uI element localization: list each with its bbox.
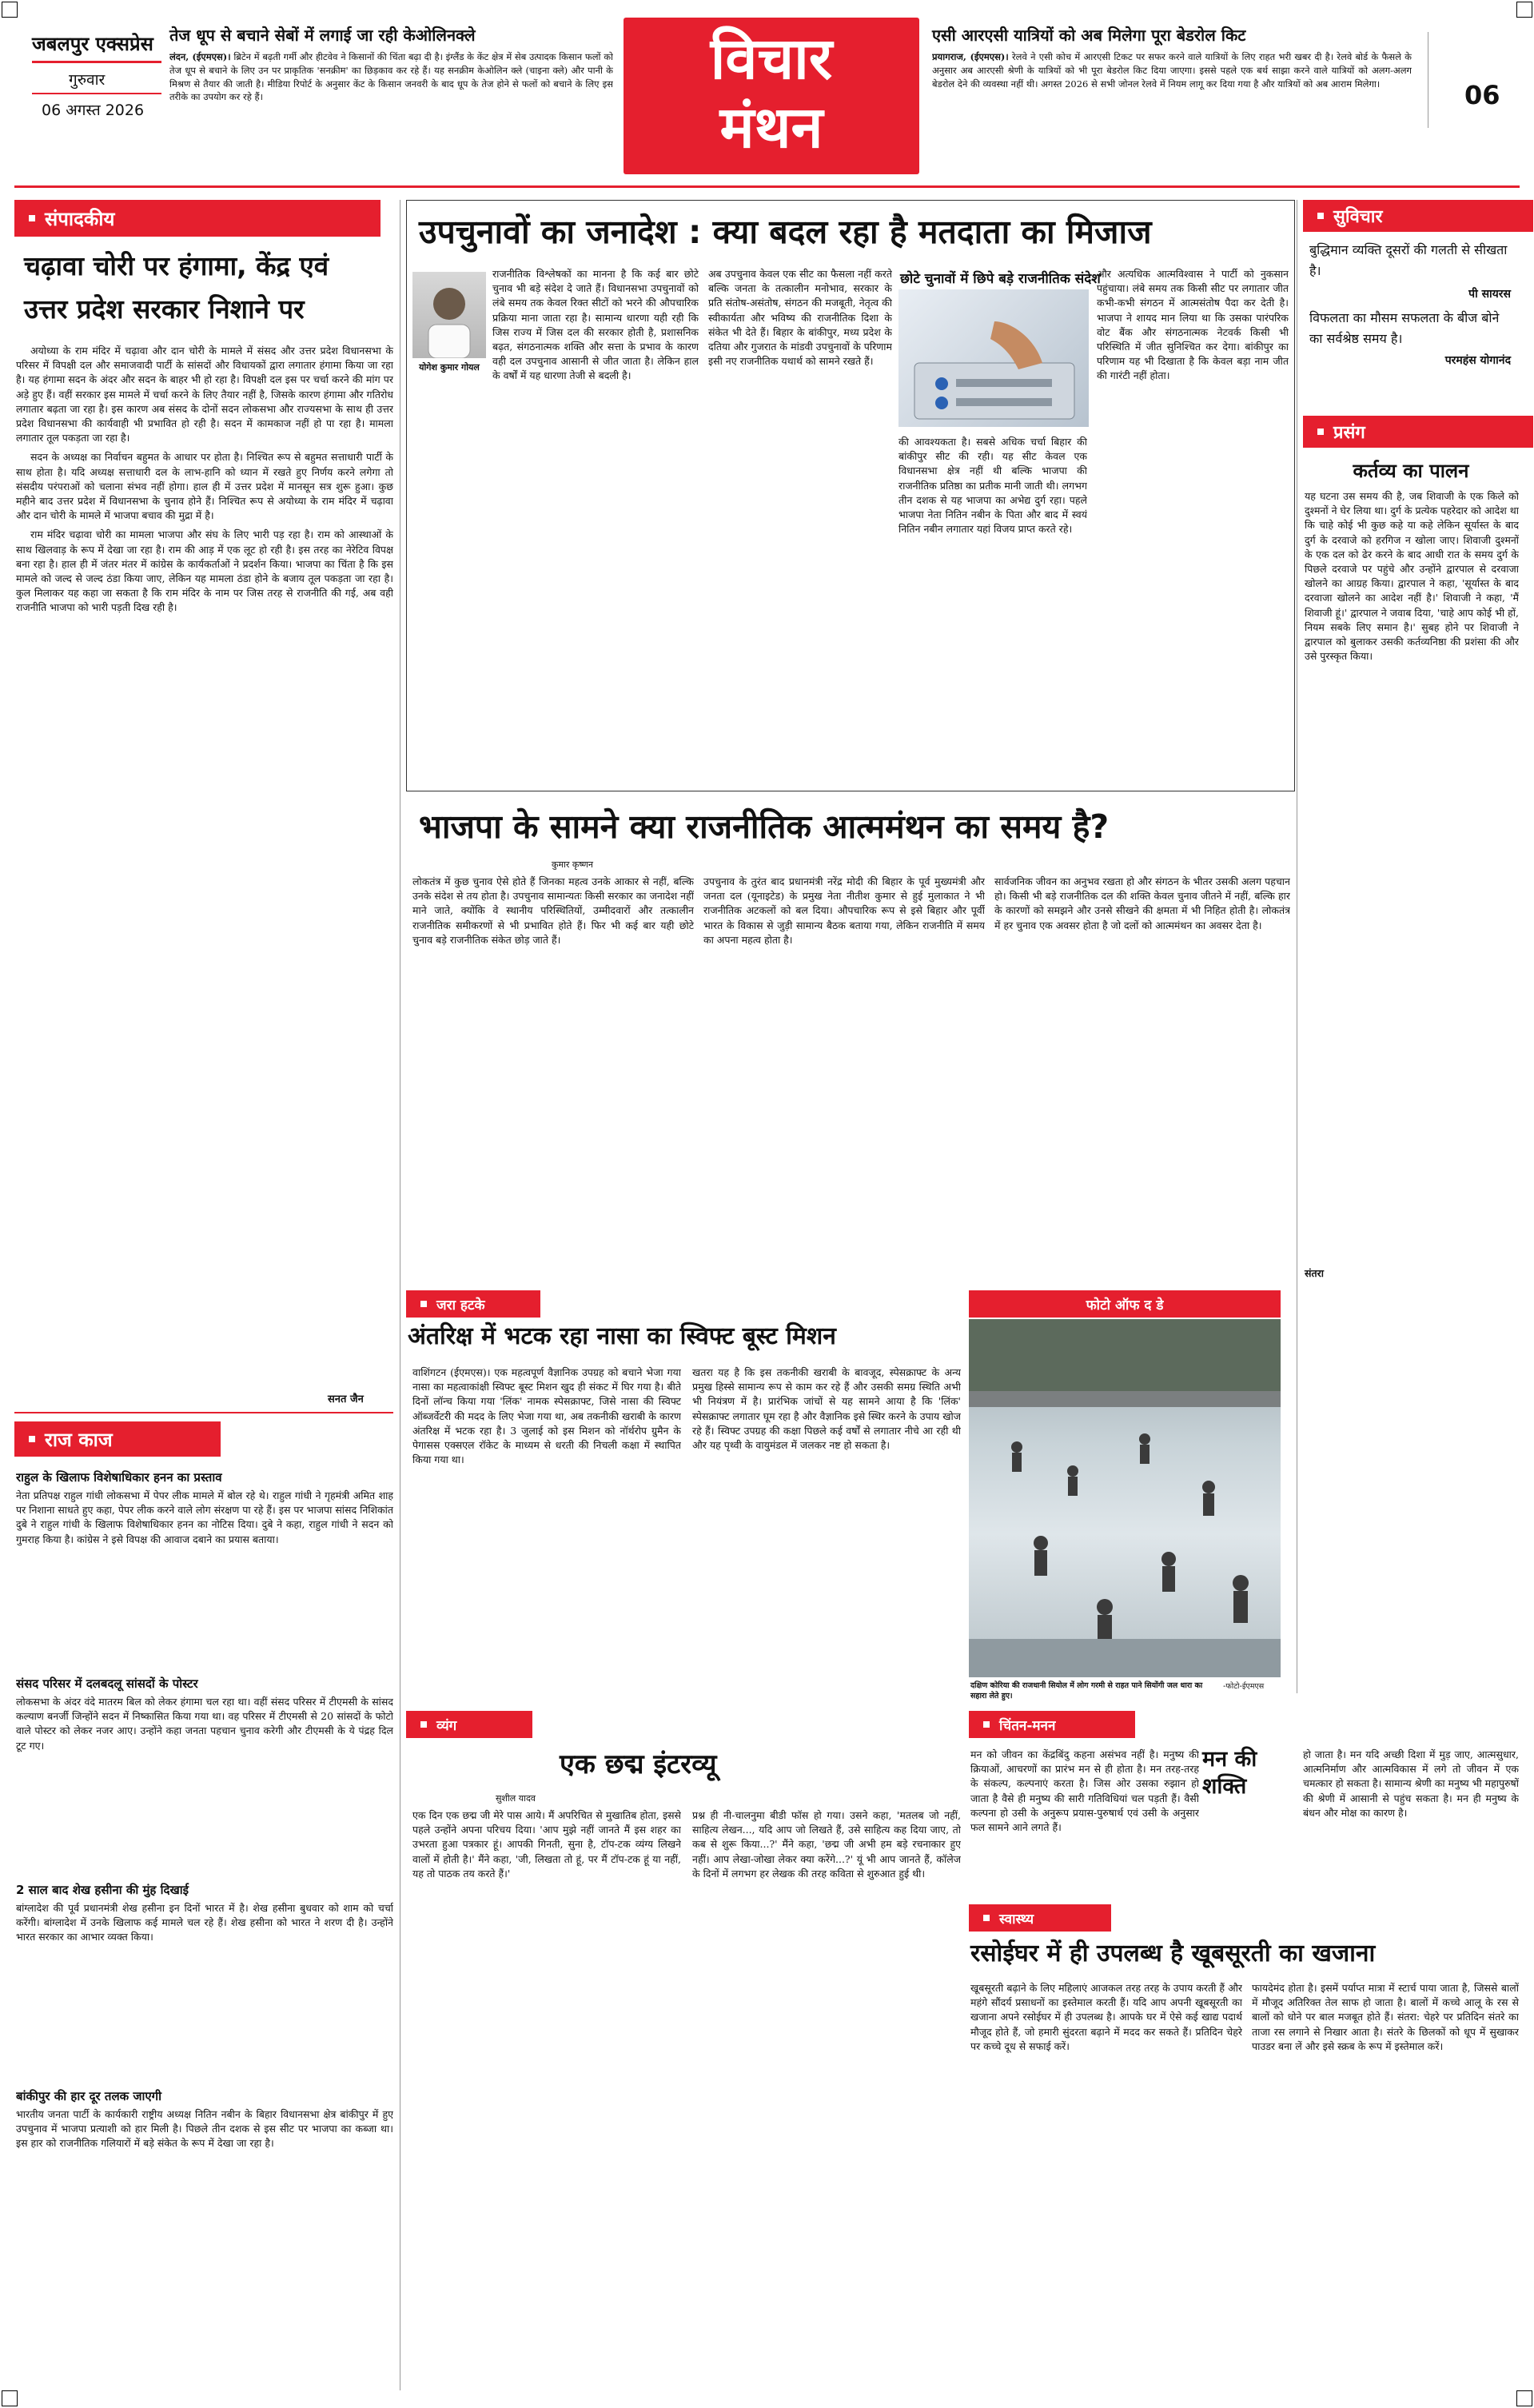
vyang-title: एक छद्म इंटरव्यू <box>560 1748 717 1780</box>
section-title-2: मंथन <box>719 94 823 161</box>
suvichar-box <box>1303 233 1519 374</box>
page-number: 06 <box>1464 80 1500 110</box>
upchunav-title: उपचुनावों का जनादेश : क्या बदल रहा है मतदाता का मिजाज <box>419 213 1152 251</box>
tab-editorial: संपादकीय <box>14 200 381 237</box>
brief-right-title: एसी आरएसी यात्रियों को अब मिलेगा पूरा बेडरोल किट <box>932 26 1246 45</box>
suvichar-author-1: पी सायरस <box>1468 288 1511 301</box>
prasang-author: संतरा <box>1305 1267 1324 1279</box>
upchunav-photo-caption: छोटे चुनावों में छिपे बड़े राजनीतिक संदेश <box>900 271 1101 287</box>
rajkaaj-text: नेता प्रतिपक्ष राहुल गांधी लोकसभा में पेपर लीक मामले में बोल रहे थे। राहुल गांधी ने गृहमंत्री अमित शाह पर निशाना साधते हुए कहा, पेपर लीक करने वाले लोग संरक्षण पा रहे हैं। इस पर भाजपा सांसद निशिकांत दुबे ने राहुल गांधी के खिलाफ विशेषाधिकार हनन का नोटिस दिया। दुबे ने कहा, राहुल गांधी ने सदन को गुमराह किया है। कांग्रेस ने इसे विपक्ष की आवाज दबाने का प्रयास बताया। <box>16 1489 393 1545</box>
rajkaaj-headline: राहुल के खिलाफ विशेषाधिकार हनन का प्रस्ताव <box>16 1470 222 1485</box>
upchunav-col2: अब उपचुनाव केवल एक सीट का फैसला नहीं करते बल्कि जनता के तत्कालीन मनोभाव, सरकार के प्रति संतोष-असंतोष, संगठन की मजबूती, नेतृत्व की स्वीकार्यता और भविष्य की राजनीतिक दिशा के संकेत भी देते हैं। बिहार के बांकीपुर, मध्य प्रदेश के दतिया और गुजरात के मांडवी उपचुनावों के परिणाम इसी नए राजनीतिक यथार्थ को सामने रखते हैं। <box>708 268 892 368</box>
chintan-col2: हो जाता है। मन यदि अच्छी दिशा में मुड़ जाए, आत्मसुधार, आत्मनिर्माण और आत्मविकास में लगे तो जीवन में एक चमत्कार हो सकता है। सामान्य श्रेणी का मनुष्य भी महापुरुषों की श्रेणी में आसानी से पहुंच सकता है। मन ही मनुष्य के बंधन और मोक्ष का कारण है। <box>1303 1748 1519 1819</box>
author-photo <box>412 272 486 358</box>
bjp-col1: लोकतंत्र में कुछ चुनाव ऐसे होते हैं जिनका महत्व उनके आकार से नहीं, बल्कि उनके संदेश से तय होता है। उपचुनाव सामान्यतः किसी सरकार का जनादेश नहीं माने जाते, क्योंकि वे स्थानीय परिस्थितियों, उम्मीदवारों और तत्कालीन राजनीतिक समीकरणों से भी प्रभावित होते हैं। फिर भी कई बार यही छोटे चुनाव बड़े राजनीतिक संकेत छोड़ जाते हैं। <box>412 875 694 946</box>
tab-suvichar: सुविचार <box>1303 200 1533 232</box>
tab-chintan-manan: चिंतन-मनन <box>969 1711 1135 1738</box>
section-logo <box>624 18 919 174</box>
swasthya-col1: खूबसूरती बढ़ाने के लिए महिलाएं आजकल तरह तरह के उपाय करती हैं और महंगे सौंदर्य प्रसाधनों का इस्तेमाल करती हैं। यदि आप अपनी खूबसूरती का खजाना अपने रसोईघर में ही उपलब्ध है। आपके घर में ऐसे कई खाद्य पदार्थ मौजूद होते हैं, जो हमारी सुंदरता बढ़ाने में मदद कर सकते हैं। प्रतिदिन चेहरे पर कच्चे दूध से सफाई करें। <box>970 1982 1242 2052</box>
vyang-col2: प्रश्न ही नी-चालनुमा बीडी फॉस हो गया। उसने कहा, 'मतलब जो नहीं, साहित्य लेखन..., यदि आप जो लिखते हैं, उसे साहित्य कह दिया जाए, तो कब से शुरू किया...?' मैंने कहा, 'छद्म जी अभी हम बड़े रचनाकार हुए नहीं। आप लेखा-जोखा लेकर क्या करेंगे...?' यूं भी आप जानते हैं, कॉलेज के दिनों में लगभग हर लेखक की तरह कविता से शुरुआत हुई थी। <box>692 1809 961 1880</box>
tab-swasthya: स्वास्थ्य <box>969 1904 1111 1932</box>
bjp-col3: सार्वजनिक जीवन का अनुभव रखता हो और संगठन के भीतर उसकी अलग पहचान हो। किसी भी बड़े राजनीतिक दल की शक्ति केवल चुनाव जीतने में नहीं, बल्कि हार के कारणों को समझने और उनसे सीखने की क्षमता में भी निहित होती है। लोकतंत्र में हर चुनाव एक अवसर होता है जो दलों को आत्ममंथन का अवसर देता है। <box>994 875 1290 931</box>
jara-title: अंतरिक्ष में भटक रहा नासा का स्विफ्ट बूस्ट मिशन <box>408 1322 836 1350</box>
bjp-author: कुमार कृष्णन <box>552 859 593 870</box>
suvichar-quote-2: विफलता का मौसम सफलता के बीज बोने का सर्वश्रेष्ठ समय है। <box>1309 310 1500 346</box>
upchunav-col4: और अत्यधिक आत्मविश्वास ने पार्टी को नुकसान पहुंचाया। लंबे समय तक किसी सीट पर लगातार जीत कभी-कभी संगठन में आत्मसंतोष पैदा कर देती है। भाजपा ने शायद मान लिया था कि उसका पारंपरिक वोट बैंक और संगठनात्मक नेटवर्क किसी भी परिस्थिति में जीत सुनिश्चित कर देगा। बांकीपुर का परिणाम यह भी दिखाता है कि केवल बड़ा नाम जीत की गारंटी नहीं होता। <box>1097 268 1289 382</box>
chintan-title: मन की शक्ति <box>1202 1747 1257 1799</box>
bjp-col2: उपचुनाव के तुरंत बाद प्रधानमंत्री नरेंद्र मोदी की बिहार के पूर्व मुख्यमंत्री और जनता दल (यूनाइटेड) के प्रमुख नेता नीतीश कुमार से हुई मुलाकात ने भी राजनीतिक अटकलों को बल दिया। औपचारिक रूप से इसे बिहार और पूर्वी भारत के विकास से जुड़ी सामान्य बैठक बताया गया, लेकिन राजनीति में समय का अपना महत्व होता है। <box>703 875 985 946</box>
brief-right-text: रेलवे ने एसी कोच में आरएसी टिकट पर सफर करने वाले यात्रियों के लिए राहत भरी खबर दी है। रेलवे बोर्ड के फैसले के अनुसार अब आरएसी श्रेणी के यात्रियों को भी पूरा बेडरोल किट दिया जाएगा। इससे पहले एक बर्थ साझा करने वाले यात्रियों को अलग-अलग बेडरोल देने की व्यवस्था नहीं थी। अगस्त 2026 से सभी जोनल रेलवे में नियम लागू कर दिया गया है और यात्रियों को अब आराम मिलेगा। <box>932 51 1412 90</box>
upchunav-col3: की आवश्यकता है। सबसे अधिक चर्चा बिहार की बांकीपुर सीट की रही। यह सीट केवल एक विधानसभा क्षेत्र नहीं थी बल्कि भाजपा की राजनीतिक प्रतिष्ठा का प्रतीक मानी जाती थी। लगभग तीन दशक से यह भाजपा का अभेद्य दुर्ग रहा। पहले भाजपा नेता नितिन नबीन के पिता और बाद में स्वयं नितिन नबीन लगातार यहां विजय प्राप्त करते रहे। <box>898 436 1087 536</box>
prasang-body: यह घटना उस समय की है, जब शिवाजी के एक किले को दुश्मनों ने घेर लिया था। दुर्ग के प्रत्येक पहरेदार को आदेश था कि चाहे कोई भी कुछ कहे या कहे लेकिन सूर्यास्त के बाद दुर्ग के दरवाजे को हरगिज न खोला जाए। शिवाजी दुश्मनों के एक दल को ढेर करने के बाद आधी रात के समय दुर्ग के पिछले दरवाजे पर पहुंचे और उन्होंने द्वारपाल से दरवाजा खोलने का आग्रह किया। द्वारपाल ने कहा, 'सूर्यास्त के बाद दरवाजा खोलने का आदेश नहीं है।' शिवाजी ने कहा, 'मैं शिवाजी हूं।' द्वारपाल ने जवाब दिया, 'चाहे आप कोई भी हों, नियम सबके लिए समान है।' सुबह होने पर शिवाजी ने द्वारपाल को बुलाकर उसकी कर्तव्यनिष्ठा की प्रशंसा की और उसे पुरस्कृत किया। <box>1305 490 1519 663</box>
photo-of-day-image <box>969 1319 1281 1677</box>
tab-prasang: प्रसंग <box>1303 416 1533 448</box>
tab-jara-hatke: जरा हटके <box>406 1290 540 1318</box>
prasang-title: कर्तव्य का पालन <box>1353 460 1469 482</box>
upchunav-col1: राजनीतिक विश्लेषकों का मानना है कि कई बार छोटे चुनाव भी बड़े संदेश दे जाते हैं। विधानसभा उपचुनावों को लंबे समय तक केवल रिक्त सीटों को भरने की औपचारिक प्रक्रिया माना जाता रहा है। सामान्य धारणा यही रही कि जिस राज्य में जिस दल की सरकार होती है, प्रशासनिक बढ़त, संगठनात्मक शक्ति और सत्ता के प्रभाव के कारण वही दल उपचुनाव आसानी से जीत जाता है। लेकिन हाल के वर्षों में यह धारणा तेजी से बदली है। <box>492 268 699 382</box>
rajkaaj-headline: 2 साल बाद शेख हसीना की मुंह दिखाई <box>16 1883 189 1897</box>
rajkaaj-headline: बांकीपुर की हार दूर तलक जाएगी <box>16 2089 161 2103</box>
paper-name: जबलपुर एक्सप्रेस <box>32 33 153 55</box>
tab-vyang: व्यंग <box>406 1711 532 1738</box>
swasthya-title: रसोईघर में ही उपलब्ध है खूबसूरती का खजाना <box>970 1940 1376 1967</box>
rajkaaj-headline: संसद परिसर में दलबदलू सांसदों के पोस्टर <box>16 1676 198 1691</box>
issue-date: 06 अगस्त 2026 <box>42 102 145 119</box>
rajkaaj-body <box>16 1465 393 2384</box>
brief-left-dateline: लंदन, (ईएमएस)। <box>169 51 231 62</box>
brief-left-title: तेज धूप से बचाने सेबों में लगाई जा रही केओलिनक्ले <box>169 26 476 45</box>
tab-rajkaaj: राज काज <box>14 1421 221 1457</box>
chintan-col1: मन को जीवन का केंद्रबिंदु कहना असंभव नहीं है। मनुष्य की क्रियाओं, आचरणों का प्रारंभ मन से ही होता है। मन तरह-तरह के संकल्प, कल्पनाएं करता है। जिस ओर उसका रुझान हो जाता है वैसे ही मनुष्य की सारी गतिविधियां चल पड़ती हैं। वैसी कल्पना हो उसी के अनुरूप प्रयास-पुरुषार्थ एवं उसी के अनुसार फल सामने आने लगते हैं। <box>970 1748 1199 1834</box>
editorial-author: सनत जैन <box>328 1393 364 1405</box>
issue-day: गुरुवार <box>69 71 106 89</box>
swasthya-col2: फायदेमंद होता है। इसमें पर्याप्त मात्रा में स्टार्च पाया जाता है, जिससे बालों में मौजूद अतिरिक्त तेल साफ हो जाता है। बालों में कच्चे आलू के रस से बालों को धोने पर बाल मजबूत होते हैं। संतरा: चेहरे पर प्रतिदिन संतरे का ताजा रस लगाने से निखार आता है। संतरे के छिलकों को धूप में सुखाकर पाउडर बना लें और इसे स्क्रब के रूप में इस्तेमाल करें। <box>1252 1982 1519 2052</box>
photo-caption: दक्षिण कोरिया की राजधानी सियोल में लोग गरमी से राहत पाने सियोंगी जल धारा का सहारा लेते हुए। <box>970 1681 1203 1700</box>
editorial-title: चढ़ावा चोरी पर हंगामा, केंद्र एवं उत्तर प्रदेश सरकार निशाने पर <box>24 250 329 325</box>
voting-photo <box>898 289 1089 427</box>
section-title-1: विचार <box>710 25 833 92</box>
rajkaaj-text: बांग्लादेश की पूर्व प्रधानमंत्री शेख हसीना इन दिनों भारत में है। शेख हसीना बुधवार को शाम को चर्चा करेंगी। बांग्लादेश में उनके खिलाफ कई मामले चल रहे हैं। शेख हसीना को भारत ने शरण दी है। उन्होंने भारत सरकार का आभार व्यक्त किया। <box>16 1902 393 1944</box>
brief-right-dateline: प्रयागराज, (ईएमएस)। <box>932 51 1009 62</box>
jara-col2: खतरा यह है कि इस तकनीकी खराबी के बावजूद, स्पेसक्राफ्ट के अन्य प्रमुख हिस्से सामान्य रूप से काम कर रहे हैं और उसकी समग्र स्थिति अभी भी नियंत्रण में है। प्रारंभिक जांचों से यह सामने आया है कि 'लिंक' स्पेसक्राफ्ट लगातार घूम रहा है और वैज्ञानिक इसे स्थिर करने के उपाय खोज रहे हैं। स्विफ्ट उपग्रह की कक्षा पिछले कई वर्षों से लगातार नीचे आ रही थी और यह पृथ्वी के वायुमंडल में जलकर नष्ट हो सकता है। <box>692 1366 961 1452</box>
suvichar-author-2: परमहंस योगानंद <box>1444 354 1511 367</box>
vyang-col1: एक दिन एक छद्म जी मेरे पास आये। मैं अपरिचित से मुखातिब होता, इससे पहले उन्होंने अपना परिचय दिया। 'आप मुझे नहीं जानते मैं इस शहर का उभरता हुआ पत्रकार हूं। आपकी गिनती, सुना है, टॉप-टक व्यंग्य लिखने वालों में होती है।' मैंने कहा, 'जी, लिखता तो हूं, पर मैं टॉप-टक हूं या नहीं, यह तो पाठक तय करते हैं।' <box>412 1809 681 1880</box>
brief-left-text: ब्रिटेन में बढ़ती गर्मी और हीटवेव ने किसानों की चिंता बढ़ा दी है। इंग्लैंड के केंट क्षेत्र में सेब उत्पादक किसान फलों को तेज धूप से बचाने के लिए उन पर प्राकृतिक 'सनक्रीम' का छिड़काव कर रहे हैं। यह सनक्रीम केओलिन क्ले (चाइना क्ले) और पानी के मिश्रण से तैयार की जाती है। मीडिया रिपोर्ट के अनुसार केंट के किसान जनवरी के बाद धूप के तेज होने से फलों को बचाने के लिए इस तरीके का उपयोग कर रहे हैं। <box>169 51 613 103</box>
suvichar-quote-1: बुद्धिमान व्यक्ति दूसरों की गलती से सीखता है। <box>1309 242 1508 278</box>
photo-credit: -फोटो-ईएमएस <box>1223 1682 1265 1691</box>
tab-photo-of-day: फोटो ऑफ द डे <box>969 1290 1281 1318</box>
brief-left <box>169 24 613 184</box>
bjp-title: भाजपा के सामने क्या राजनीतिक आत्ममंथन का समय है? <box>419 807 1110 846</box>
rajkaaj-text: लोकसभा के अंदर वंदे मातरम बिल को लेकर हंगामा चल रहा था। वहीं संसद परिसर में टीएमसी के सांसद कल्याण बनर्जी जिन्होंने सदन में निष्कासित किया गया था। वह परिसर में टीएमसी से 20 सांसदों के फोटो वाले पोस्टर को लेकर नजर आए। उन्होंने कहा जनता पहचान चुनाव करेगी और टीएमसी के ये पंद्रह दिल टूट गए। <box>16 1696 393 1752</box>
vyang-author: सुशील यादव <box>496 1793 536 1804</box>
brief-right <box>932 24 1412 184</box>
rajkaaj-text: भारतीय जनता पार्टी के कार्यकारी राष्ट्रीय अध्यक्ष नितिन नबीन के बिहार विधानसभा क्षेत्र बांकीपुर में हुए उपचुनाव में भाजपा प्रत्याशी को हार मिली है। पिछले तीन दशक से इस सीट पर भाजपा का कब्जा था। इस हार को राजनीतिक गलियारों में बड़े संकेत के रूप में देखा जा रहा है। <box>16 2108 393 2150</box>
jara-col1: वाशिंगटन (ईएमएस)। एक महत्वपूर्ण वैज्ञानिक उपग्रह को बचाने भेजा गया नासा का महत्वाकांक्षी स्विफ्ट बूस्ट मिशन खुद ही संकट में घिर गया है। बीते दिनों लॉन्च किया गया 'लिंक' नामक स्पेसक्राफ्ट, जिसे नासा की स्विफ्ट ऑब्जर्वेटरी की मदद के लिए भेजा गया था, अब तकनीकी खराबी के कारण अंतरिक्ष में भटक रहा है। 3 जुलाई को इस मिशन को नॉर्थरोप ग्रुमैन के पेगासस एक्सएल रॉकेट के माध्यम से धरती की निचली कक्षा में स्थापित किया गया था। <box>412 1366 681 1466</box>
masthead <box>0 0 1534 184</box>
editorial-body: अयोध्या के राम मंदिर में चढ़ावा और दान चोरी के मामले में संसद और उत्तर प्रदेश विधानसभा के परिसर में विपक्षी दल और समाजवादी पार्टी के सांसदों और विधायकों द्वारा लगातार हंगामा किया जा रहा है। यह हंगामा सदन के अंदर और सदन के बाहर भी हो रहा है। विपक्षी दल इस पर चर्चा करने की मांग पर अड़े हुए हैं। वहीं सरकार इस मामले में चर्चा करने के लिए तैयार नहीं है, जिसके कारण हंगामा और गतिरोध लगातार बढ़ता जा रहा है। इस कारण अब संसद के दोनों सदन लोकसभा और राज्यसभा के साथ ही उत्तर प्रदेश विधानसभा की कार्यवाही भी प्रभावित हो रही है। सदन में कामकाज नहीं हो पा रहा है। मामला लगातार तूल पकड़ता जा रहा है। सदन के अध्यक्ष का निर्वाचन बहुमत के आधार पर होता है। निश्चित रूप से बहुमत सत्ताधारी पार्टी के साथ होता है। यदि अध्यक्ष सत्ताधारी दल के लाभ-हानि को ध्यान में रखते हुए निर्णय करने लगेगा तो संसदीय परंपराओं को चलाना संभव नहीं होगा। हाल ही में उत्तर प्रदेश में मानसून सत्र शुरू हुआ। कुछ महीने बाद उत्तर प्रदेश में विधानसभा के चुनाव होने हैं। निश्चित रूप से अयोध्या के राम मंदिर में चढ़ावा और दान चोरी के मामले में भाजपा बचाव की मुद्रा में है। राम मंदिर चढ़ावा चोरी का मामला भाजपा और संघ के लिए भारी पड़ रहा है। राम को आस्थाओं के साथ खिलवाड़ के रूप में देखा जा रहा है। राम की आड़ में एक लूट हो रही है। इस तरह का नेरेटिव विपक्ष बना रहा है। हाल ही में जंतर मंतर में कांग्रेस के कार्यकर्ताओं ने प्रदर्शन किया। भाजपा का चिंता है कि इस मामले को जल्द से जल्द ठंडा किया जाए, लेकिन यह मामला ठंडा होने के बजाय तूल पकड़ता जा रहा है। कुल मिलाकर यह कहा जा सकता है कि राम मंदिर के नाम पर जिस तरह से राजनीति की गई, अब वही राजनीति भाजपा को भारी पड़ती दिख रही है। <box>16 345 393 614</box>
upchunav-author: योगेश कुमार गोयल <box>419 362 480 373</box>
